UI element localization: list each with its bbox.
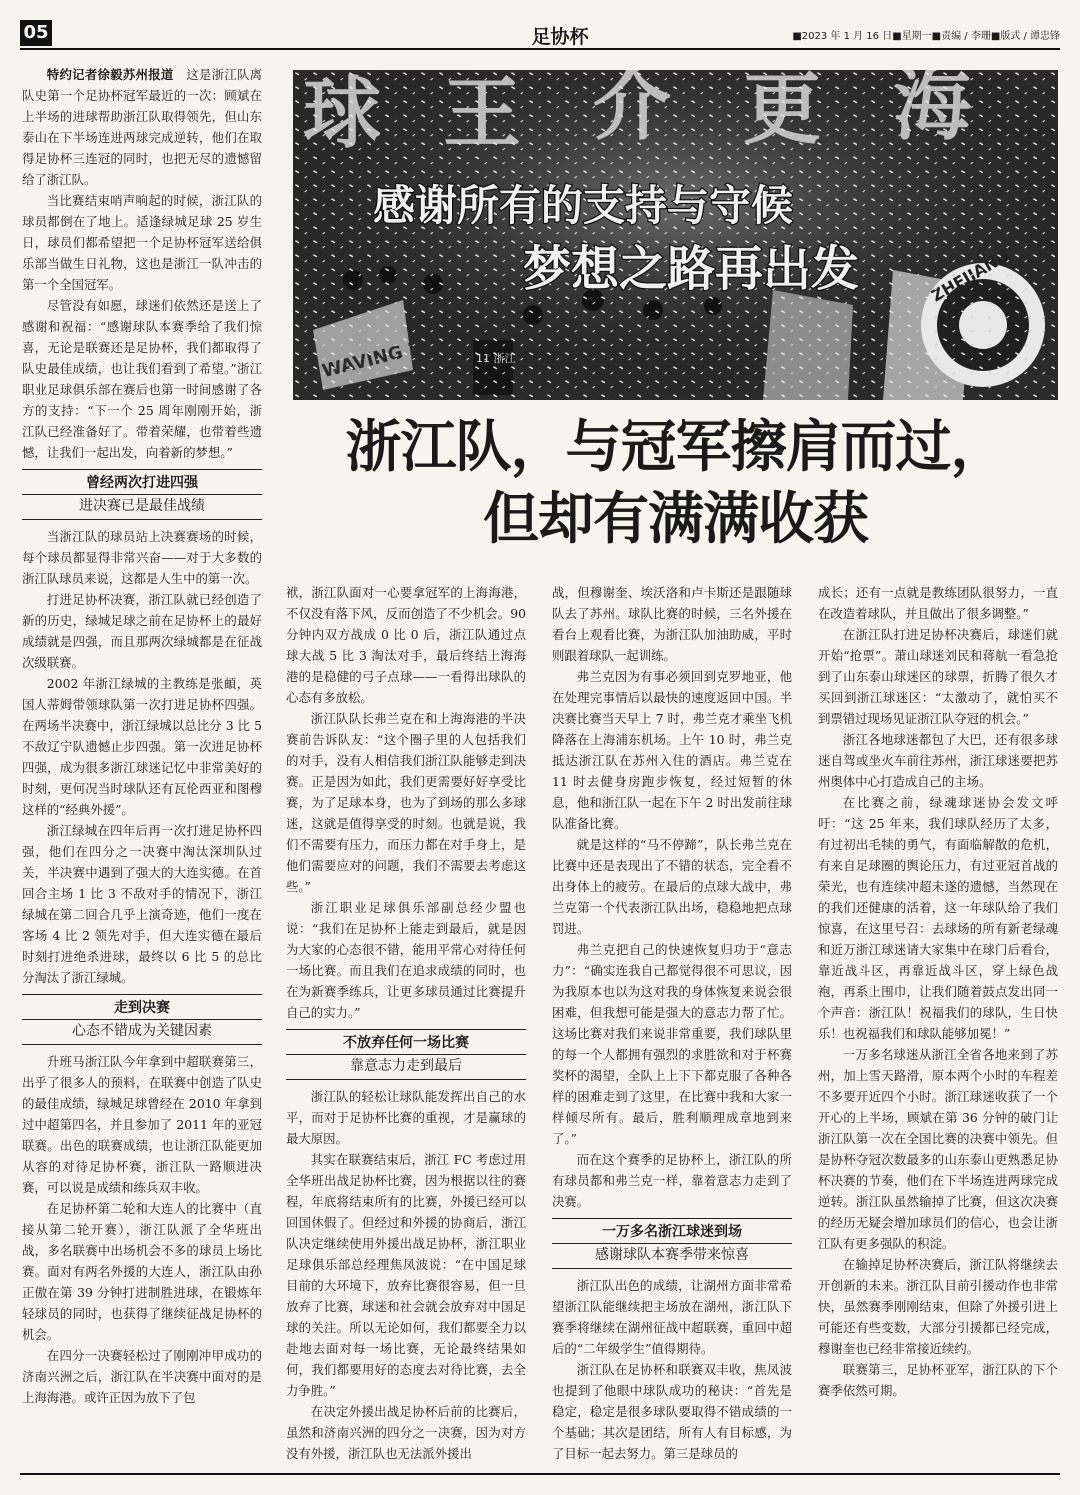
subhead-subtitle: 靠意志力走到最后 <box>286 1054 526 1077</box>
byline: 特约记者徐毅苏州报道 <box>46 67 174 82</box>
paragraph: 2002 年浙江绿城的主教练是张頔，英国人蒂姆带领球队第一次打进足协杯四强。在两场半决赛中，浙江绿城以总比分 3 比 5 不敌辽宁队遗憾止步四强。第一次进足协杯四强，成为很多浙江球迷记忆中非常美好的时刻，更何况当时球队还有瓦伦西亚和图穆这样的“经典外援”。 <box>22 676 262 817</box>
column-4 <box>818 582 1058 1401</box>
paragraph: 打进足协杯决赛，浙江队就已经创造了新的历史，绿城足球之前在足协杯上的最好成绩就是四强，而且那两次绿城都是在征战次级联赛。 <box>22 592 262 670</box>
headline <box>293 412 1058 556</box>
paragraph: 弗兰克把自己的快速恢复归功于“意志力”：“确实连我自己都觉得很不可思议，因为我原本也以为这对我的身体恢复来说会很困难，但我想可能是强大的意志力帮了忙。这场比赛对我们来说非常重要，我们球队里的每一个人都拥有强烈的求胜欲和对于杯赛奖杯的渴望，全队上上下下都克服了各种各样的困难走到了这里，在比赛中我和大家一样倾尽所有。最后，胜利顺理成章地到来了。” <box>552 942 792 1146</box>
banner-line-1: 感谢所有的支持与守候 <box>373 181 794 230</box>
paragraph: 浙江队队长弗兰克在和上海海港的半决赛前告诉队友：“这个圈子里的人包括我们的对手，没有人相信我们浙江队能够走到决赛。正是因为如此，我们更需要好好享受比赛，为了足球本身，也为了到场的那么多球迷，这就是值得享受的时刻。也就是说，我们不需要有压力，而压力都在对手身上，是他们需要应对的问题，我们不需要去考虑这些。” <box>286 711 526 894</box>
subhead-subtitle: 进决赛已是最佳战绩 <box>22 494 262 517</box>
paragraph: 就是这样的“马不停蹄”，队长弗兰克在比赛中还是表现出了不错的状态，完全看不出身体上的疲劳。在最后的点球大战中，弗兰克第一个代表浙江队出场，稳稳地把点球罚进。 <box>552 837 792 936</box>
paragraph: 浙江队出色的成绩，让湖州方面非常希望浙江队能继续把主场放在湖州，浙江队下赛季将继续在湖州征战中超联赛，重回中超后的“二年级学生”值得期待。 <box>552 1278 792 1356</box>
paragraph: 尽管没有如愿，球迷们依然还是送上了感谢和祝福：“感谢球队本赛季给了我们惊喜，无论是联赛还是足协杯，我们都取得了队史最佳成绩，也让我们看到了希望。”浙江职业足球俱乐部在赛后也第一时间感谢了各方的支持：“下一个 25 周年刚刚开始，浙江队已经准备好了。带着荣耀，也带着些遗憾，让我们一起出发，向着新的梦想。” <box>22 298 262 460</box>
subhead-subtitle: 感谢球队本赛季带来惊喜 <box>552 1243 792 1266</box>
column-1 <box>22 64 262 1408</box>
fans-photo <box>293 70 1058 400</box>
paragraph: 当浙江队的球员站上决赛赛场的时候，每个球员都显得非常兴奋——对于大多数的浙江队球员来说，这都是人生中的第一次。 <box>22 529 262 586</box>
banner-line-2: 梦想之路再出发 <box>523 241 860 297</box>
paragraph: 而在这个赛季的足协杯上，浙江队的所有球员都和弗兰克一样，靠着意志力走到了决赛。 <box>552 1152 792 1209</box>
paragraph: 升班马浙江队今年拿到中超联赛第三，出乎了很多人的预料，在联赛中创造了队史的最佳成绩，绿城足球曾经在 2010 年拿到过中超第四名，并且参加了 2011 年的亚冠联赛。出色的联赛成绩，也让浙江队能更加从容的对待足协杯赛，浙江队一路顺进决赛，可以说是成绩和练兵双丰收。 <box>22 1054 262 1195</box>
paragraph: 浙江绿城在四年后再一次打进足协杯四强，他们在四分之一决赛中淘汰深圳队过关，半决赛中遇到了强大的大连实德。在首回合主场 1 比 3 不敌对手的情况下，浙江绿城在第二回合几乎上演奇迹，他们一度在客场 4 比 2 领先对手，但大连实德在最后时刻打进绝杀进球，最终以 6 比 5 的总比分淘汰了浙江绿城。 <box>22 823 262 985</box>
paragraph: 其实在联赛结束后，浙江 FC 考虑过用全华班出战足协杯比赛，因为根据以往的赛程，年底将结束所有的比赛，外援已经可以回国休假了。但经过和外援的协商后，浙江队决定继续使用外援出战足协杯，浙江职业足球俱乐部总经理焦凤波说：“在中国足球目前的大环境下，放弃比赛很容易，但一旦放弃了比赛，球迷和社会就会放弃对中国足球的关注。所以无论如何，我们都要全力以赴地去面对每一场比赛，无论最终结果如何，我们都要用好的态度去对待比赛，去全力争胜。” <box>286 1152 526 1398</box>
headline-line-2: 但却有满满收获 <box>483 487 868 552</box>
dateline: ■2023 年 1 月 16 日■星期一■责编 / 李珊■版式 / 谭忠锋 <box>792 31 1060 42</box>
subhead-2 <box>22 994 262 1045</box>
paragraph: 在浙江队打进足协杯决赛后，球迷们就开始“抢票”。萧山球迷刘民和蒋航一看急抢到了山东泰山球迷区的球票，折腾了很久才买回到浙江球迷区：“太激动了，就怕买不到票错过现场见证浙江队夺冠的机会。” <box>818 627 1058 726</box>
paragraph: 浙江各地球迷都包了大巴，还有很多球迷自驾或坐火车前往苏州，浙江球迷要把苏州奥体中心打造成自己的主场。 <box>818 732 1058 789</box>
subhead-title: 一万多名浙江球迷到场 <box>602 1224 742 1240</box>
stadium-crowd-image <box>293 70 1058 400</box>
page-number: 05 <box>20 20 52 46</box>
subhead-subtitle: 心态不错成为关键因素 <box>22 1019 262 1042</box>
paragraph: 在比赛之前，绿魂球迷协会发文呼吁：“这 25 年来，我们球队经历了太多，有过初出毛犊的勇气，有面临解散的危机，有来自足球圈的舆论压力，有过亚冠首战的荣光，也有连续冲超未遂的遗憾，当然现在的我们还健康的活着，这一年球队给了我们惊喜，在这里号召：去球场的所有新老绿魂和近万浙江球迷请大家集中在球门后看台，靠近战斗区，再靠近战斗区，穿上绿色战袍，再系上围巾，让我们随着鼓点发出同一个声音：浙江队！祝福我们的球队，生日快乐！也祝福我们和球队能够加冕！” <box>818 795 1058 1041</box>
paragraph: 浙江职业足球俱乐部副总经少盟也说：“我们在足协杯上能走到最后，就是因为大家的心态很不错，能用平常心对待任何一场比赛。而且我们在追求成绩的同时，也在为新赛季练兵，让更多球员通过比赛提升自己的实力。” <box>286 900 526 1020</box>
paragraph: 联赛第三，足协杯亚军，浙江队的下个赛季依然可期。 <box>818 1362 1058 1398</box>
paragraph: 一万多名球迷从浙江全省各地来到了苏州，加上雪天路滑，原本两个小时的车程差不多要开近四个小时。浙江球迷收获了一个开心的上半场，顾斌在第 36 分钟的破门让浙江队第一次在全国比赛的决赛中领先。但是协杯夺冠次数最多的山东泰山更熟悉足协杯决赛的节奏，他们在下半场连进两球完成逆转。浙江队虽然输掉了比赛，但这次决赛的经历无疑会增加球员们的信心，也会让浙江队有更多强队的积淀。 <box>818 1047 1058 1251</box>
paragraph: 在决定外援出战足协杯后前的比赛后，虽然和济南兴洲的四分之一决赛，因为对方没有外援，浙江队也无法派外援出 <box>286 1404 526 1461</box>
paragraph: 浙江队在足协杯和联赛双丰收，焦凤波也提到了他眼中球队成功的秘诀：“首先是稳定，稳定是很多球队要取得不错成绩的一个基础；其次是团结，所有人有目标感，为了目标一起去努力。第三是球员的 <box>552 1362 792 1461</box>
subhead-title: 不放弃任何一场比赛 <box>343 1035 469 1051</box>
paragraph: 在输掉足协杯决赛后，浙江队将继续去开创新的未来。浙江队目前引援动作也非常快，虽然赛季刚刚结束，但除了外援引进上可能还有些变数，大部分引援都已经完成，穆谢奎也已经非常接近续约。 <box>818 1257 1058 1356</box>
page-header <box>20 20 1060 50</box>
subhead-title: 走到决赛 <box>114 1000 170 1016</box>
paragraph: 在四分一决赛轻松过了刚刚冲甲成功的济南兴洲之后，浙江队在半决赛中面对的是上海海港。或许正因为放下了包 <box>22 1348 262 1405</box>
section-title: 足协杯 <box>531 26 589 48</box>
paragraph: 在足协杯第二轮和大连人的比赛中（直接从第二轮开赛），浙江队派了全华班出战，多名联赛中出场机会不多的球员上场比赛。面对有两名外援的大连人，浙江队由孙正傲在第 39 分钟打进制胜进球，在锻炼年轻球员的同时，也获得了继续征战足协杯的机会。 <box>22 1201 262 1342</box>
column-3 <box>552 582 792 1464</box>
subhead-1 <box>22 469 262 520</box>
headline-line-1: 浙江队，与冠军擦肩而过， <box>345 415 1006 480</box>
paragraph: 战，但穆谢奎、埃沃洛和卢卡斯还是跟随球队去了苏州。球队比赛的时候，三名外援在看台上观看比赛，为浙江队加油助威，平时则跟着球队一起训练。 <box>552 585 792 663</box>
paragraph: 弗兰克因为有事必须回到克罗地亚，他在处理完事情后以最快的速度返回中国。半决赛比赛当天早上 7 时，弗兰克才乘坐飞机降落在上海浦东机场。上午 10 时，弗兰克抵达浙江队在苏州入住的酒店。弗兰克在 11 时去健身房跑步恢复，经过短暂的休息，他和浙江队一起在下午 2 时出发前往球队准备比赛。 <box>552 669 792 831</box>
subhead-title: 曾经两次打进四强 <box>86 475 198 491</box>
subhead-3 <box>286 1029 526 1080</box>
paragraph: 袱，浙江队面对一心要拿冠军的上海海港，不仅没有落下风，反而创造了不少机会。90 分钟内双方战成 0 比 0 后，浙江队通过点球大战 5 比 3 淘汰对手，最后终结上海海港的是稳健的弓子点球——一看得出球队的心态有多放松。 <box>286 585 526 705</box>
paragraph: 浙江队的轻松让球队能发挥出自己的水平，而对于足协杯比赛的重视，才是赢球的最大原因。 <box>286 1089 526 1146</box>
paragraph: 当比赛结束哨声响起的时候，浙江队的球员都倒在了地上。适逢绿城足球 25 岁生日，球员们都希望把一个足协杯冠军送给俱乐部当做生日礼物，这也是浙江一队冲击的第一个全国冠军。 <box>22 193 262 292</box>
subhead-4 <box>552 1218 792 1269</box>
lead-paragraph: 特约记者徐毅苏州报道 这是浙江队离队史第一个足协杯冠军最近的一次：顾斌在上半场的进球帮助浙江队取得领先，但山东泰山在下半场连进两球完成逆转，他们在取得足协杯三连冠的同时，也把无尽的遗憾留给了浙江队。 <box>22 67 263 187</box>
paragraph: 成长；还有一点就是教练团队很努力，一直在改造着球队，并且做出了很多调整。” <box>818 585 1058 621</box>
bottom-rule <box>20 1473 1060 1475</box>
column-2 <box>286 582 526 1464</box>
